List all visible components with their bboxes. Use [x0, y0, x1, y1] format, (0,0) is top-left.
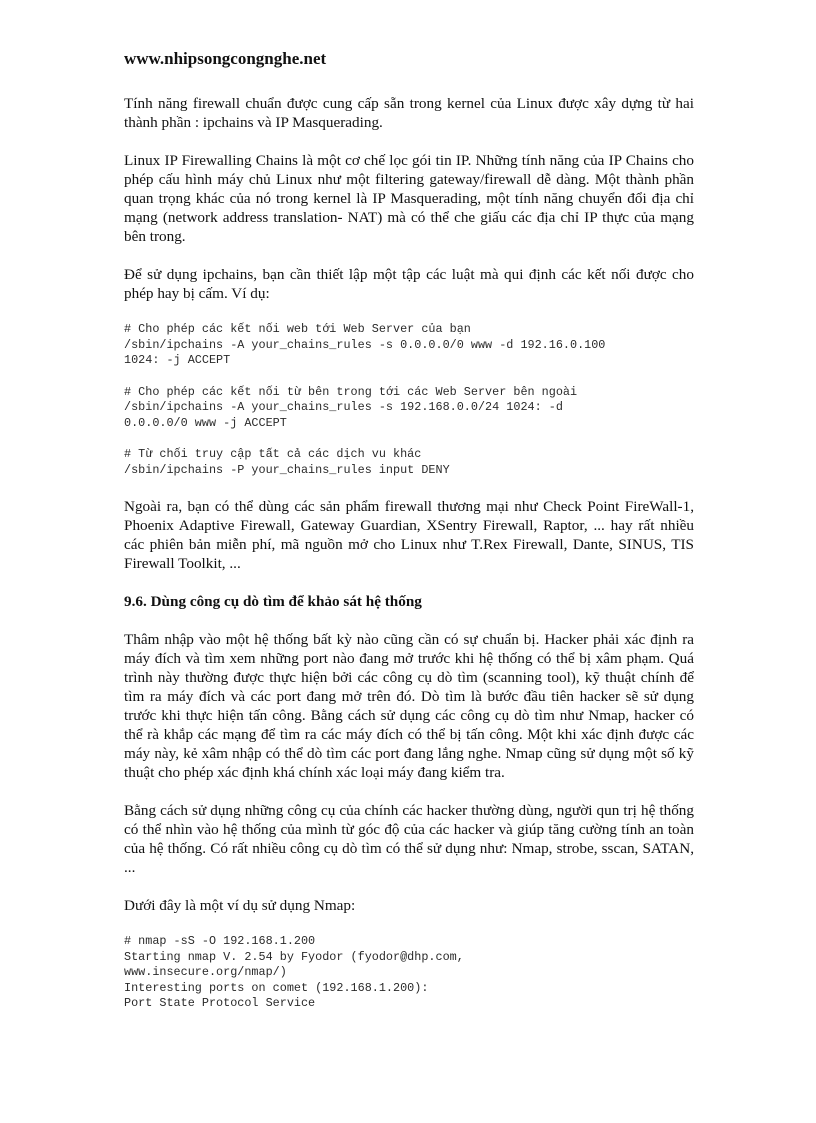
paragraph-ipchains-usage: Để sử dụng ipchains, bạn cần thiết lập một tập các luật mà qui định các kết nối được cho phép hay bị cấm. Ví dụ:	[124, 266, 694, 302]
code-block-allow-outbound: # Cho phép các kết nối từ bên trong tới các Web Server bên ngoài /sbin/ipchains -A your_chains_rules -s 192.168.0.0/24 1024: -d 0.0.0.0/0 www -j ACCEPT	[124, 384, 578, 430]
code-block-allow-web: # Cho phép các kết nối web tới Web Server của bạn /sbin/ipchains -A your_chains_rules -s 0.0.0.0/0 www -d 192.16.0.100 1024: -j ACCEPT	[124, 322, 606, 367]
paragraph-ipchains-desc: Linux IP Firewalling Chains là một cơ chế lọc gói tin IP. Những tính năng của IP Chains cho phép cấu hình máy chủ Linux như một filtering gateway/firewall dễ dàng. Một thành phần quan trọng khác của nó trong kernel là IP Masquerading, một tính năng chuyển đổi địa chỉ mạng (network address translation- NAT) mà có thể che giấu các địa chỉ IP thực của mạng bên trong.	[124, 152, 694, 245]
section-heading: 9.6. Dùng công cụ dò tìm để khảo sát hệ thống	[124, 593, 422, 610]
code-block-deny-all: # Từ chối truy cập tất cả các dịch vu khác /sbin/ipchains -P your_chains_rules input DENY	[124, 447, 450, 477]
document-page	[124, 48, 694, 1012]
paragraph-admin-tools: Bằng cách sử dụng những công cụ của chính các hacker thường dùng, người qun trị hệ thống có thể nhìn vào hệ thống của mình từ góc độ của các hacker và giúp tăng cường tính an toàn của hệ thống. Có rất nhiều công cụ dò tìm có thể sử dụng như: Nmap, strobe, sscan, SATAN, ...	[124, 802, 694, 876]
code-block-nmap: # nmap -sS -O 192.168.1.200 Starting nmap V. 2.54 by Fyodor (fyodor@dhp.com, www.insecure.org/nmap/) Interesting ports on comet (192.168.1.200): Port State Protocol Service	[124, 934, 464, 1010]
paragraph-commercial-firewalls: Ngoài ra, bạn có thể dùng các sản phẩm firewall thương mại như Check Point FireWall-1, Phoenix Adaptive Firewall, Gateway Guardian, XSentry Firewall, Raptor, ... hay rất nhiều các phiên bản miễn phí, mã nguồn mở cho Linux như T.Rex Firewall, Dante, SINUS, TIS Firewall Toolkit, ...	[124, 498, 694, 572]
paragraph-scanning: Thâm nhập vào một hệ thống bất kỳ nào cũng cần có sự chuẩn bị. Hacker phải xác định ra máy đích và tìm xem những port nào đang mở trước khi hệ thống có thể bị xâm phạm. Quá trình này thường được thực hiện bởi các công cụ dò tìm (scanning tool), kỹ thuật chính để tìm ra máy đích và các port đang mở trên đó. Dò tìm là bước đầu tiên hacker sẽ sử dụng trước khi thực hiện tấn công. Bằng cách sử dụng các công cụ dò tìm như Nmap, hacker có thể rà khắp các mạng để tìm ra các máy đích có thể bị tấn công. Một khi xác định được các máy này, kẻ xâm nhập có thể dò tìm các port đang lắng nghe. Nmap cũng sử dụng một số kỹ thuật cho phép xác định khá chính xác loại máy đang kiểm tra.	[124, 631, 694, 781]
paragraph-firewall-intro: Tính năng firewall chuẩn được cung cấp sẵn trong kernel của Linux được xây dựng từ hai thành phần : ipchains và IP Masquerading.	[124, 95, 694, 131]
paragraph-nmap-example-intro: Dưới đây là một ví dụ sử dụng Nmap:	[124, 897, 356, 914]
site-header: www.nhipsongcongnghe.net	[124, 49, 327, 68]
